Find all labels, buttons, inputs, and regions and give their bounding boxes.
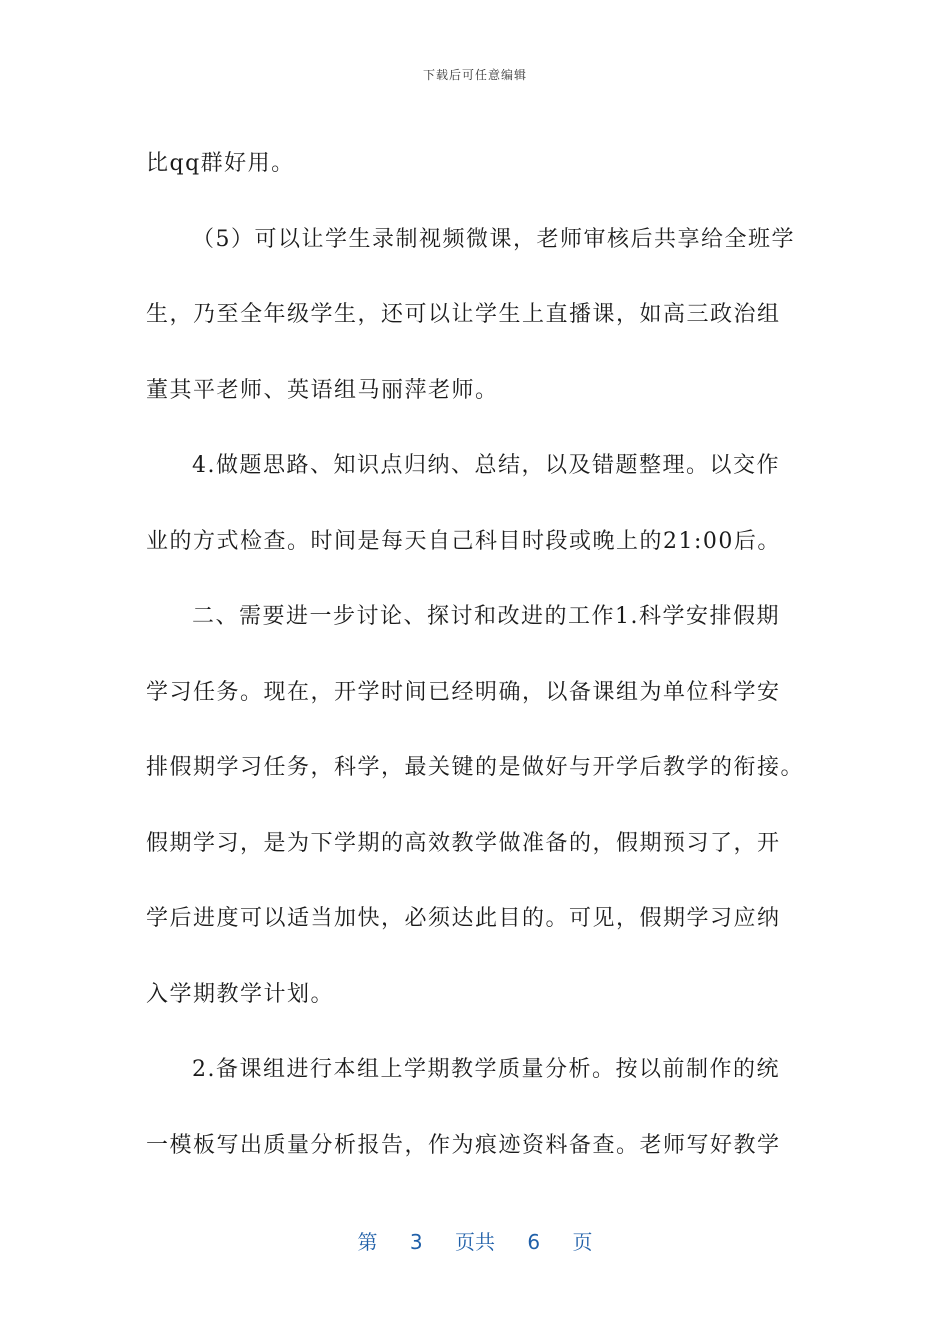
paragraph-line: 假期学习，是为下学期的高效教学做准备的，假期预习了，开 [146, 830, 781, 856]
paragraph-line: 排假期学习任务，科学，最关键的是做好与开学后教学的衔接。 [146, 755, 805, 780]
total-pages-number: 6 [527, 1230, 541, 1254]
paragraph-line: 生，乃至全年级学生，还可以让学生上直播课，如高三政治组 [146, 302, 781, 327]
page-header: 下载后可任意编辑 [422, 68, 527, 82]
paragraph-line: 4.做题思路、知识点归纳、总结，以及错题整理。以交作 [192, 453, 780, 478]
footer-middle: 页共 [455, 1230, 495, 1254]
paragraph-line: （5）可以让学生录制视频微课，老师审核后共享给全班学 [192, 226, 795, 252]
page-footer [0, 1226, 950, 1255]
paragraph-line: 学后进度可以适当加快，必须达此目的。可见，假期学习应纳 [146, 906, 781, 931]
footer-suffix: 页 [572, 1230, 593, 1254]
paragraph-line: 比qq群好用。 [146, 151, 295, 176]
paragraph-line: 一模板写出质量分析报告，作为痕迹资料备查。老师写好教学 [146, 1132, 781, 1158]
footer-prefix: 第 [357, 1230, 378, 1254]
paragraph-line: 入学期教学计划。 [146, 981, 335, 1007]
paragraph-line: 二、需要进一步讨论、探讨和改进的工作1.科学安排假期 [192, 604, 780, 629]
paragraph-line: 2.备课组进行本组上学期教学质量分析。按以前制作的统 [192, 1057, 780, 1082]
body-text [146, 126, 806, 1183]
current-page-number: 3 [409, 1230, 423, 1254]
paragraph-line: 董其平老师、英语组马丽萍老师。 [146, 377, 499, 403]
paragraph-line: 业的方式检查。时间是每天自己科目时段或晚上的21:00后。 [146, 528, 781, 554]
paragraph-line: 学习任务。现在，开学时间已经明确，以备课组为单位科学安 [146, 679, 781, 705]
